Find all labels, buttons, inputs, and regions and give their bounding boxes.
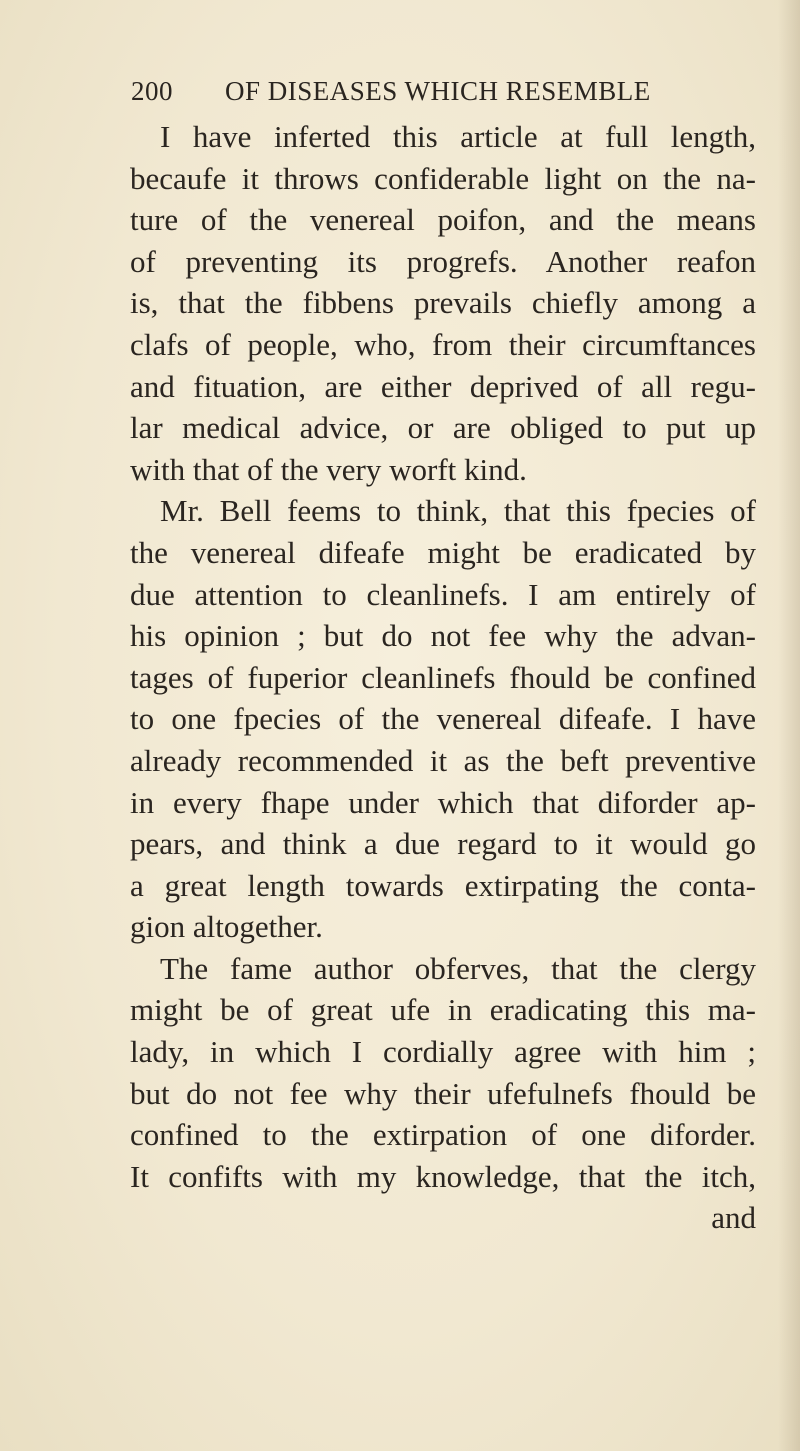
text-line: due attention to cleanlinefs. I am entirely of xyxy=(130,576,756,612)
text-line: is, that the fibbens prevails chiefly among a xyxy=(130,285,756,321)
text-line: but do not fee why their ufefulnefs fhould be xyxy=(130,1075,756,1111)
text-line: and fituation, are either deprived of all regu- xyxy=(130,368,756,404)
text-line: lady, in which I cordially agree with him ; xyxy=(130,1034,756,1070)
text-line: lar medical advice, or are obliged to put up xyxy=(130,410,756,446)
text-line: already recommended it as the beft preventive xyxy=(130,742,756,778)
text-line: of preventing its progrefs. Another reafon xyxy=(130,243,756,279)
text-line: a great length towards extirpating the conta- xyxy=(130,867,756,903)
running-title: OF DISEASES WHICH RESEMBLE xyxy=(225,76,651,106)
text-line: It confifts with my knowledge, that the itch, xyxy=(130,1158,756,1194)
page-edge-shadow xyxy=(778,0,800,1451)
text-line: ture of the venereal poifon, and the means xyxy=(130,202,756,238)
text-line: to one fpecies of the venereal difeafe. I have xyxy=(130,701,756,737)
text-line: Mr. Bell feems to think, that this fpecies of xyxy=(160,493,756,529)
text-line: the venereal difeafe might be eradicated by xyxy=(130,534,756,570)
text-line: clafs of people, who, from their circumftances xyxy=(130,326,756,362)
text-line: becaufe it throws confiderable light on the na- xyxy=(130,160,756,196)
page-number: 200 xyxy=(131,76,173,106)
text-line: might be of great ufe in eradicating this ma- xyxy=(130,992,756,1028)
running-header xyxy=(131,76,651,110)
text-line: I have inferted this article at full length, xyxy=(160,119,756,154)
text-line: pears, and think a due regard to it would go xyxy=(130,826,756,862)
text-line: The fame author obferves, that the clergy xyxy=(160,950,756,986)
text-line: tages of fuperior cleanlinefs fhould be confined xyxy=(130,659,756,695)
body-text xyxy=(130,116,756,1239)
catchword: and xyxy=(711,1200,756,1236)
text-line: in every fhape under which that diforder ap- xyxy=(130,784,756,820)
text-line: confined to the extirpation of one diforder. xyxy=(130,1117,756,1153)
text-line: his opinion ; but do not fee why the advan- xyxy=(130,618,756,654)
text-line: with that of the very worft kind. xyxy=(130,451,527,487)
text-line: gion altogether. xyxy=(130,909,323,945)
